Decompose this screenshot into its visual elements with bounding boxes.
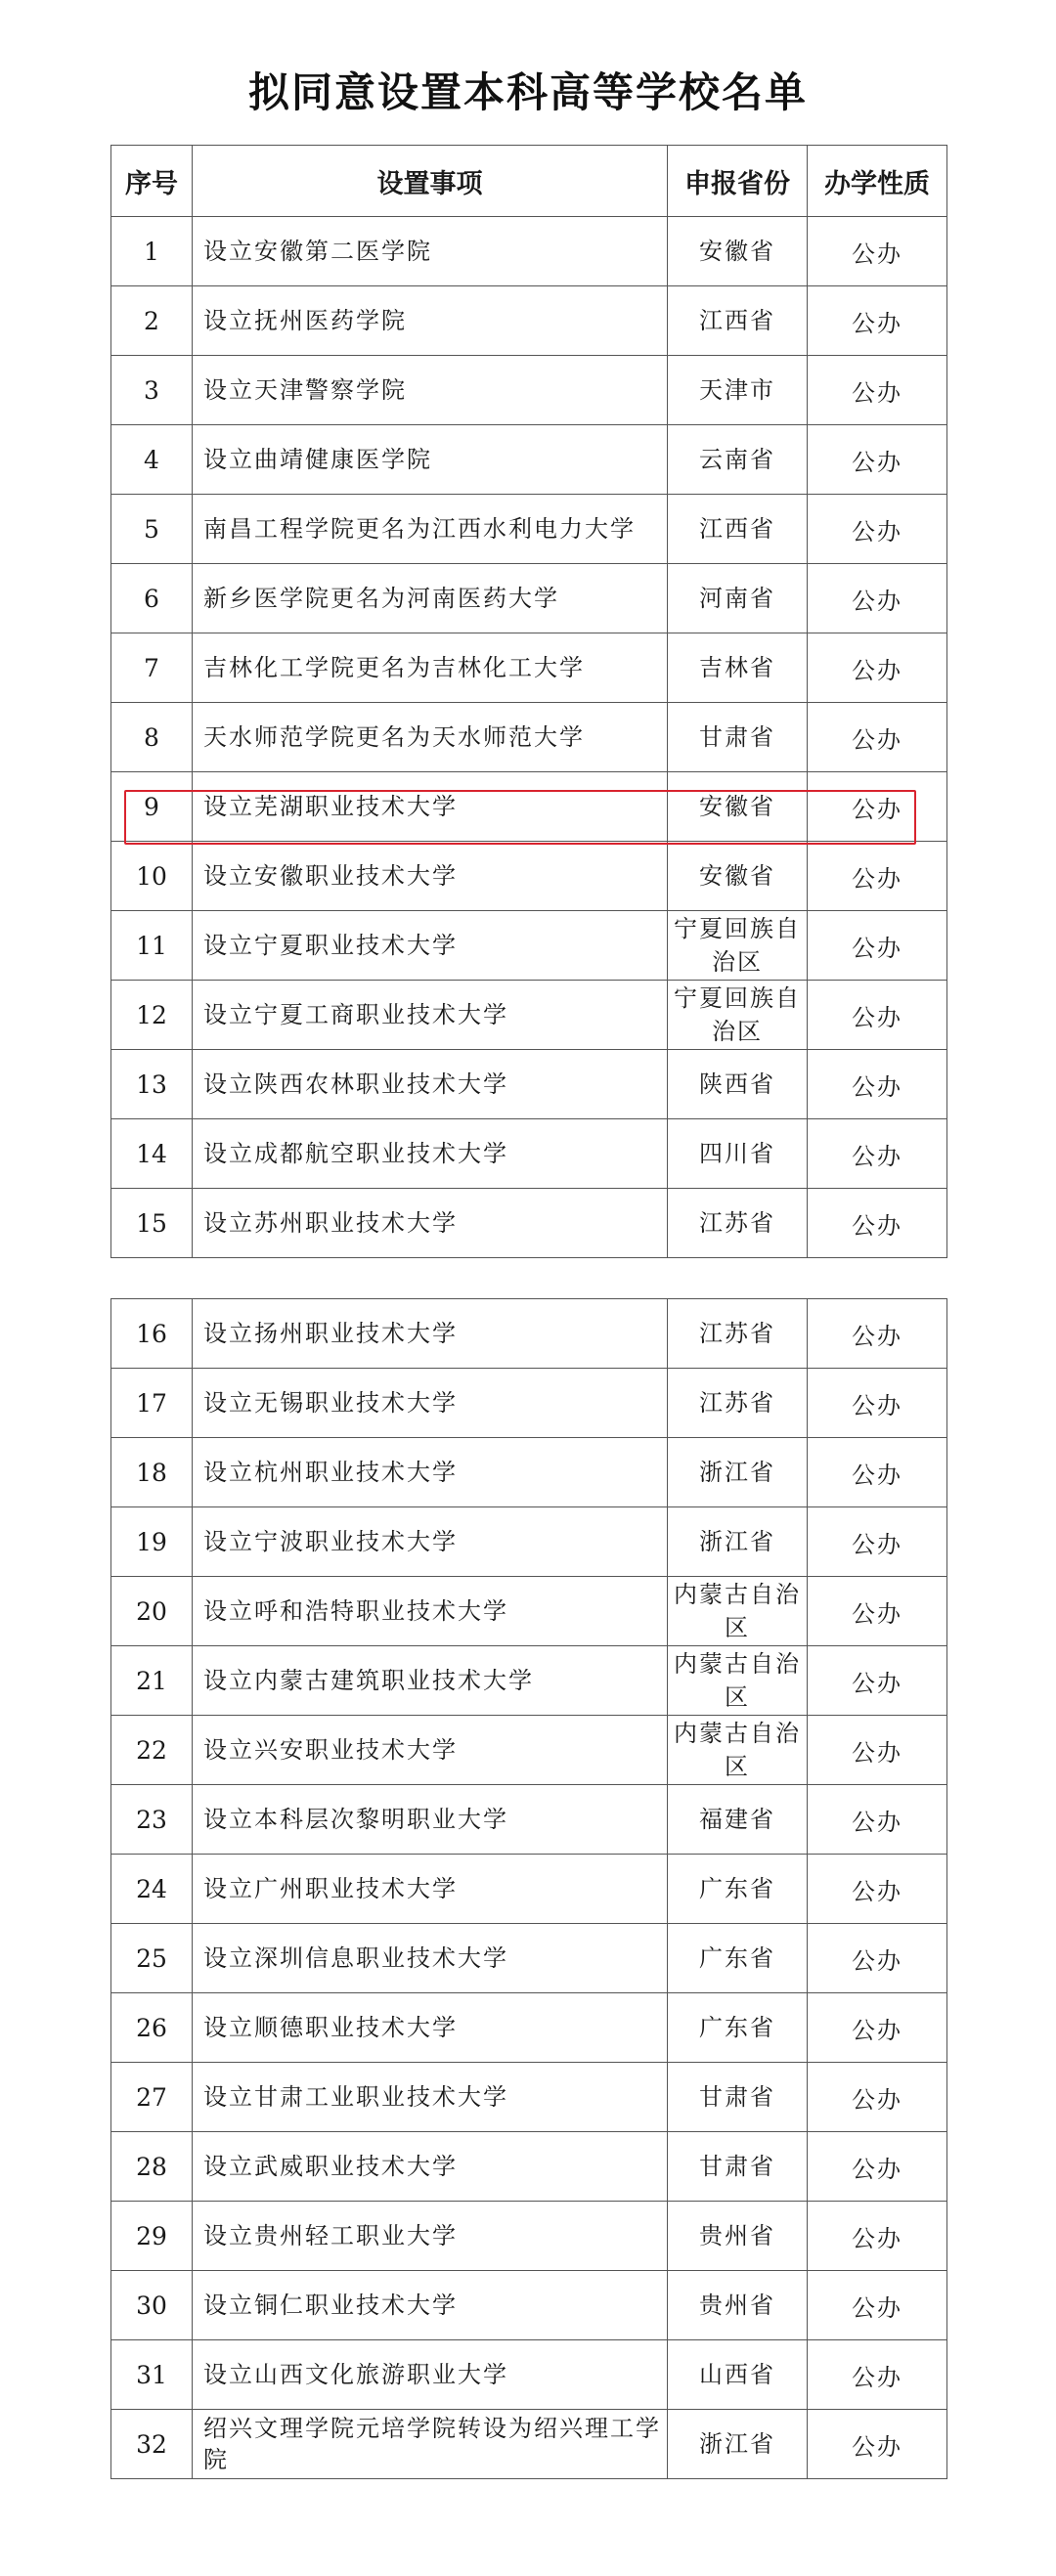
- row-type: 公办: [808, 1924, 947, 1993]
- table-row: [111, 425, 947, 495]
- row-province: 浙江省: [668, 1438, 808, 1507]
- row-num: 27: [111, 2063, 193, 2132]
- row-item: 设立宁夏职业技术大学: [193, 911, 668, 981]
- row-item: 设立铜仁职业技术大学: [193, 2271, 668, 2340]
- row-province: 福建省: [668, 1785, 808, 1855]
- row-num: 4: [111, 425, 193, 495]
- row-item: 设立芜湖职业技术大学: [193, 772, 668, 842]
- table-row: [111, 1369, 947, 1438]
- row-num: 29: [111, 2202, 193, 2271]
- header-num: 序号: [111, 146, 193, 217]
- header-item: 设置事项: [193, 146, 668, 217]
- row-type: 公办: [808, 703, 947, 772]
- row-item: 设立苏州职业技术大学: [193, 1189, 668, 1258]
- row-province: 江苏省: [668, 1369, 808, 1438]
- row-type: 公办: [808, 1646, 947, 1716]
- row-item: 设立杭州职业技术大学: [193, 1438, 668, 1507]
- row-num: 30: [111, 2271, 193, 2340]
- row-province: 河南省: [668, 564, 808, 633]
- table-row: [111, 981, 947, 1050]
- row-num: 20: [111, 1577, 193, 1646]
- row-num: 23: [111, 1785, 193, 1855]
- row-item: 南昌工程学院更名为江西水利电力大学: [193, 495, 668, 564]
- row-province: 山西省: [668, 2340, 808, 2410]
- row-province: 吉林省: [668, 633, 808, 703]
- table-row: [111, 703, 947, 772]
- table-row: [111, 356, 947, 425]
- row-province: 江苏省: [668, 1299, 808, 1369]
- table-row: [111, 633, 947, 703]
- row-type: 公办: [808, 2271, 947, 2340]
- row-num: 11: [111, 911, 193, 981]
- row-item: 设立甘肃工业职业技术大学: [193, 2063, 668, 2132]
- row-item: 设立呼和浩特职业技术大学: [193, 1577, 668, 1646]
- row-type: 公办: [808, 425, 947, 495]
- row-province: 陕西省: [668, 1050, 808, 1119]
- table-row: [111, 2410, 947, 2479]
- row-item: 设立武威职业技术大学: [193, 2132, 668, 2202]
- row-num: 2: [111, 286, 193, 356]
- table-row: [111, 217, 947, 286]
- table-row: [111, 2063, 947, 2132]
- row-item: 设立宁波职业技术大学: [193, 1507, 668, 1577]
- row-item: 天水师范学院更名为天水师范大学: [193, 703, 668, 772]
- table-header-row: [111, 146, 947, 217]
- row-province: 云南省: [668, 425, 808, 495]
- table-row: [111, 1924, 947, 1993]
- row-num: 19: [111, 1507, 193, 1577]
- row-num: 16: [111, 1299, 193, 1369]
- row-province: 广东省: [668, 1855, 808, 1924]
- row-province: 甘肃省: [668, 2063, 808, 2132]
- table-row: [111, 2271, 947, 2340]
- row-province: 广东省: [668, 1993, 808, 2063]
- row-item: 设立成都航空职业技术大学: [193, 1119, 668, 1189]
- row-num: 14: [111, 1119, 193, 1189]
- row-item: 设立安徽第二医学院: [193, 217, 668, 286]
- table-row: [111, 1716, 947, 1785]
- row-type: 公办: [808, 1050, 947, 1119]
- table-row: [111, 1785, 947, 1855]
- row-num: 12: [111, 981, 193, 1050]
- row-item: 设立广州职业技术大学: [193, 1855, 668, 1924]
- row-type: 公办: [808, 2132, 947, 2202]
- row-num: 17: [111, 1369, 193, 1438]
- row-type: 公办: [808, 2202, 947, 2271]
- header-type: 办学性质: [808, 146, 947, 217]
- table-row: [111, 2132, 947, 2202]
- table-row: [111, 1855, 947, 1924]
- table-row: [111, 286, 947, 356]
- table-row: [111, 1507, 947, 1577]
- row-province: 内蒙古自治区: [668, 1646, 808, 1716]
- row-num: 28: [111, 2132, 193, 2202]
- row-num: 5: [111, 495, 193, 564]
- highlight-box: [124, 790, 916, 845]
- row-num: 18: [111, 1438, 193, 1507]
- row-type: 公办: [808, 1577, 947, 1646]
- row-type: 公办: [808, 772, 947, 842]
- row-province: 甘肃省: [668, 2132, 808, 2202]
- row-item: 设立无锡职业技术大学: [193, 1369, 668, 1438]
- row-num: 22: [111, 1716, 193, 1785]
- row-type: 公办: [808, 286, 947, 356]
- row-num: 10: [111, 842, 193, 911]
- row-item: 设立内蒙古建筑职业技术大学: [193, 1646, 668, 1716]
- row-num: 31: [111, 2340, 193, 2410]
- row-item: 设立顺德职业技术大学: [193, 1993, 668, 2063]
- row-item: 设立山西文化旅游职业大学: [193, 2340, 668, 2410]
- row-item: 设立天津警察学院: [193, 356, 668, 425]
- row-item: 设立安徽职业技术大学: [193, 842, 668, 911]
- row-province: 甘肃省: [668, 703, 808, 772]
- school-table-part-2: [110, 1298, 947, 2479]
- table-row: [111, 1299, 947, 1369]
- row-type: 公办: [808, 1785, 947, 1855]
- row-province: 江西省: [668, 495, 808, 564]
- row-item: 设立深圳信息职业技术大学: [193, 1924, 668, 1993]
- row-item: 设立扬州职业技术大学: [193, 1299, 668, 1369]
- table-row: [111, 1646, 947, 1716]
- row-province: 广东省: [668, 1924, 808, 1993]
- row-province: 浙江省: [668, 2410, 808, 2479]
- table-row: [111, 2202, 947, 2271]
- row-item: 设立兴安职业技术大学: [193, 1716, 668, 1785]
- row-province: 天津市: [668, 356, 808, 425]
- row-type: 公办: [808, 495, 947, 564]
- row-num: 24: [111, 1855, 193, 1924]
- row-type: 公办: [808, 1369, 947, 1438]
- page-title: 拟同意设置本科高等学校名单: [247, 68, 808, 116]
- row-type: 公办: [808, 1119, 947, 1189]
- row-province: 安徽省: [668, 217, 808, 286]
- row-province: 安徽省: [668, 842, 808, 911]
- row-num: 15: [111, 1189, 193, 1258]
- row-type: 公办: [808, 911, 947, 981]
- row-province: 浙江省: [668, 1507, 808, 1577]
- table-row: [111, 564, 947, 633]
- table-row: [111, 2340, 947, 2410]
- school-table-part-1: [110, 145, 947, 1258]
- row-num: 7: [111, 633, 193, 703]
- row-num: 9: [111, 772, 193, 842]
- row-province: 四川省: [668, 1119, 808, 1189]
- table-row: [111, 1438, 947, 1507]
- row-num: 26: [111, 1993, 193, 2063]
- row-province: 江西省: [668, 286, 808, 356]
- row-province: 贵州省: [668, 2202, 808, 2271]
- row-type: 公办: [808, 356, 947, 425]
- row-type: 公办: [808, 1189, 947, 1258]
- row-type: 公办: [808, 1993, 947, 2063]
- row-num: 13: [111, 1050, 193, 1119]
- row-num: 8: [111, 703, 193, 772]
- row-item: 新乡医学院更名为河南医药大学: [193, 564, 668, 633]
- row-type: 公办: [808, 2063, 947, 2132]
- header-province: 申报省份: [668, 146, 808, 217]
- row-num: 25: [111, 1924, 193, 1993]
- row-item: 设立宁夏工商职业技术大学: [193, 981, 668, 1050]
- row-item: 设立陕西农林职业技术大学: [193, 1050, 668, 1119]
- row-type: 公办: [808, 2410, 947, 2479]
- table-row: [111, 1189, 947, 1258]
- row-province: 内蒙古自治区: [668, 1577, 808, 1646]
- row-type: 公办: [808, 1855, 947, 1924]
- table-row: [111, 911, 947, 981]
- row-province: 安徽省: [668, 772, 808, 842]
- table-row: [111, 842, 947, 911]
- row-type: 公办: [808, 981, 947, 1050]
- row-num: 6: [111, 564, 193, 633]
- row-type: 公办: [808, 1438, 947, 1507]
- table-row: [111, 1993, 947, 2063]
- row-province: 宁夏回族自治区: [668, 911, 808, 981]
- row-type: 公办: [808, 1716, 947, 1785]
- row-province: 宁夏回族自治区: [668, 981, 808, 1050]
- row-type: 公办: [808, 1299, 947, 1369]
- table-row: [111, 1050, 947, 1119]
- table-row: [111, 1119, 947, 1189]
- row-item: 吉林化工学院更名为吉林化工大学: [193, 633, 668, 703]
- row-province: 内蒙古自治区: [668, 1716, 808, 1785]
- row-num: 3: [111, 356, 193, 425]
- row-item: 设立抚州医药学院: [193, 286, 668, 356]
- table-row: [111, 495, 947, 564]
- row-item: 设立贵州轻工职业大学: [193, 2202, 668, 2271]
- table-row: [111, 1577, 947, 1646]
- row-item: 设立曲靖健康医学院: [193, 425, 668, 495]
- row-province: 贵州省: [668, 2271, 808, 2340]
- row-type: 公办: [808, 2340, 947, 2410]
- row-item: 绍兴文理学院元培学院转设为绍兴理工学院: [193, 2410, 668, 2479]
- row-type: 公办: [808, 564, 947, 633]
- row-num: 1: [111, 217, 193, 286]
- row-province: 江苏省: [668, 1189, 808, 1258]
- row-type: 公办: [808, 1507, 947, 1577]
- row-num: 21: [111, 1646, 193, 1716]
- row-num: 32: [111, 2410, 193, 2479]
- row-type: 公办: [808, 217, 947, 286]
- row-type: 公办: [808, 633, 947, 703]
- row-type: 公办: [808, 842, 947, 911]
- row-item: 设立本科层次黎明职业大学: [193, 1785, 668, 1855]
